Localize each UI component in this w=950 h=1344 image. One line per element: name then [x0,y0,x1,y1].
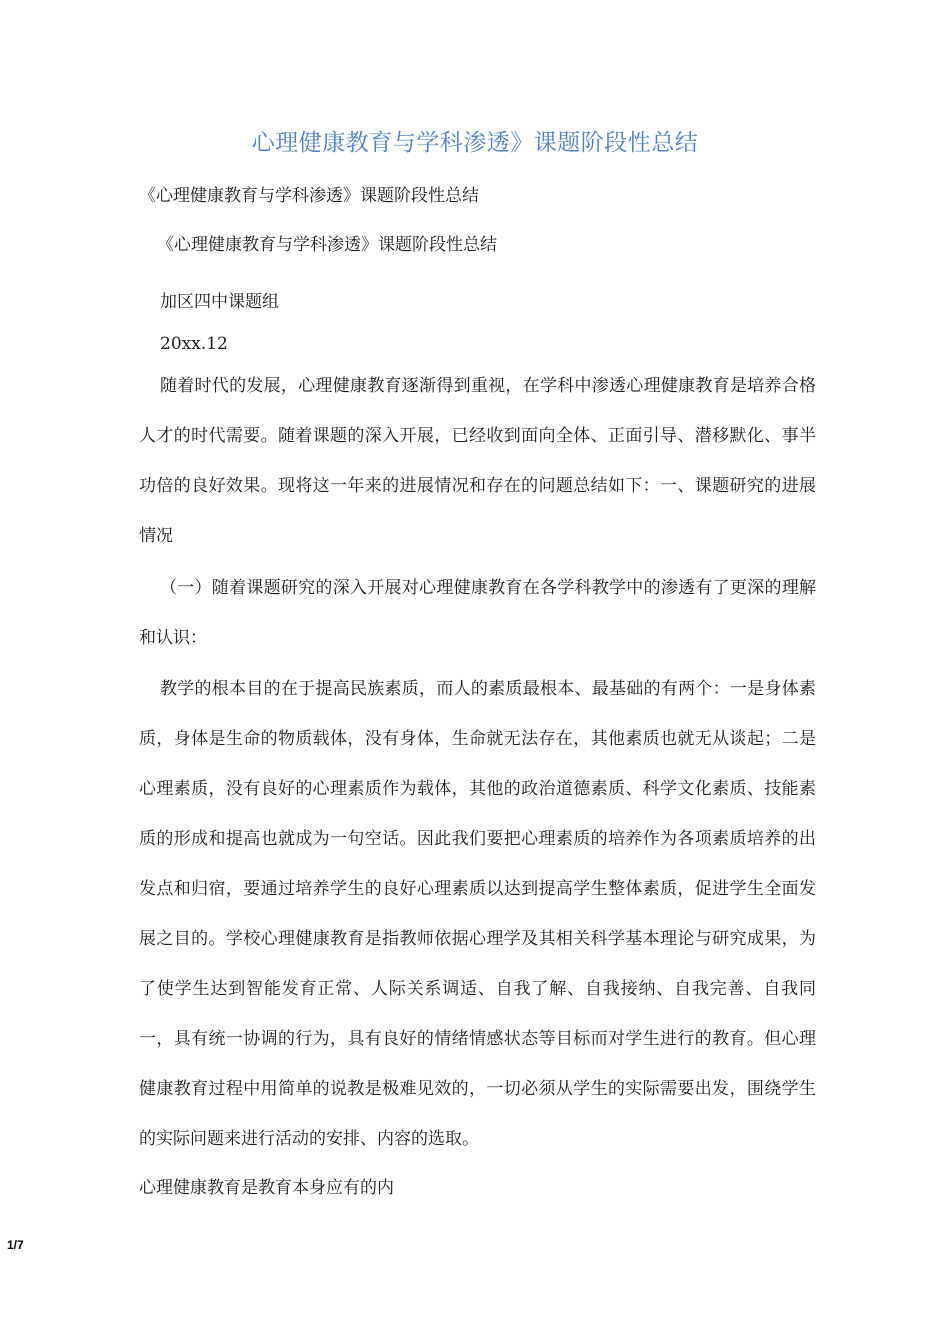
document-title: 心理健康教育与学科渗透》课题阶段性总结 [251,130,699,156]
page-indicator: 1/7 [7,1238,24,1252]
paragraph-main: 教学的根本目的在于提高民族素质，而人的素质最根本、最基础的有两个：一是身体素质，身体是生命的物质载体，没有身体，生命就无法存在，其他素质也就无从谈起；二是心理素质，没有良好的心理素质作为载体，其他的政治道德素质、科学文化素质、技能素质的形成和提高也就成为一句空话。因此我们要把心理素质的培养作为各项素质培养的出发点和归宿，要通过培养学生的良好心理素质以达到提高学生整体素质，促进学生全面发展之目的。学校心理健康教育是指教师依据心理学及其相关科学基本理论与研究成果，为了使学生达到智能发育正常、人际关系调适、自我了解、自我接纳、自我完善、自我同一，具有统一协调的行为，具有良好的情绪情感状态等目标而对学生进行的教育。但心理健康教育过程中用简单的说教是极难见效的，一切必须从学生的实际需要出发，围绕学生的实际问题来进行活动的安排、内容的选取。 [139,679,816,1149]
paragraph-intro: 随着时代的发展，心理健康教育逐渐得到重视，在学科中渗透心理健康教育是培养合格人才的时代需要。随着课题的深入开展，已经收到面向全体、正面引导、潜移默化、事半功倍的良好效果。现将这一年来的进展情况和存在的问题总结如下：一、课题研究的进展情况 [139,376,816,546]
author-line: 加区四中课题组 [160,292,279,312]
date-line: 20xx.12 [160,334,228,354]
paragraph-continued: 心理健康教育是教育本身应有的内 [139,1178,394,1198]
subtitle-line-2: 《心理健康教育与学科渗透》课题阶段性总结 [157,235,497,255]
paragraph-section-one: （一）随着课题研究的深入开展对心理健康教育在各学科教学中的渗透有了更深的理解和认识： [139,578,816,648]
subtitle-line-1: 《心理健康教育与学科渗透》课题阶段性总结 [139,186,479,206]
